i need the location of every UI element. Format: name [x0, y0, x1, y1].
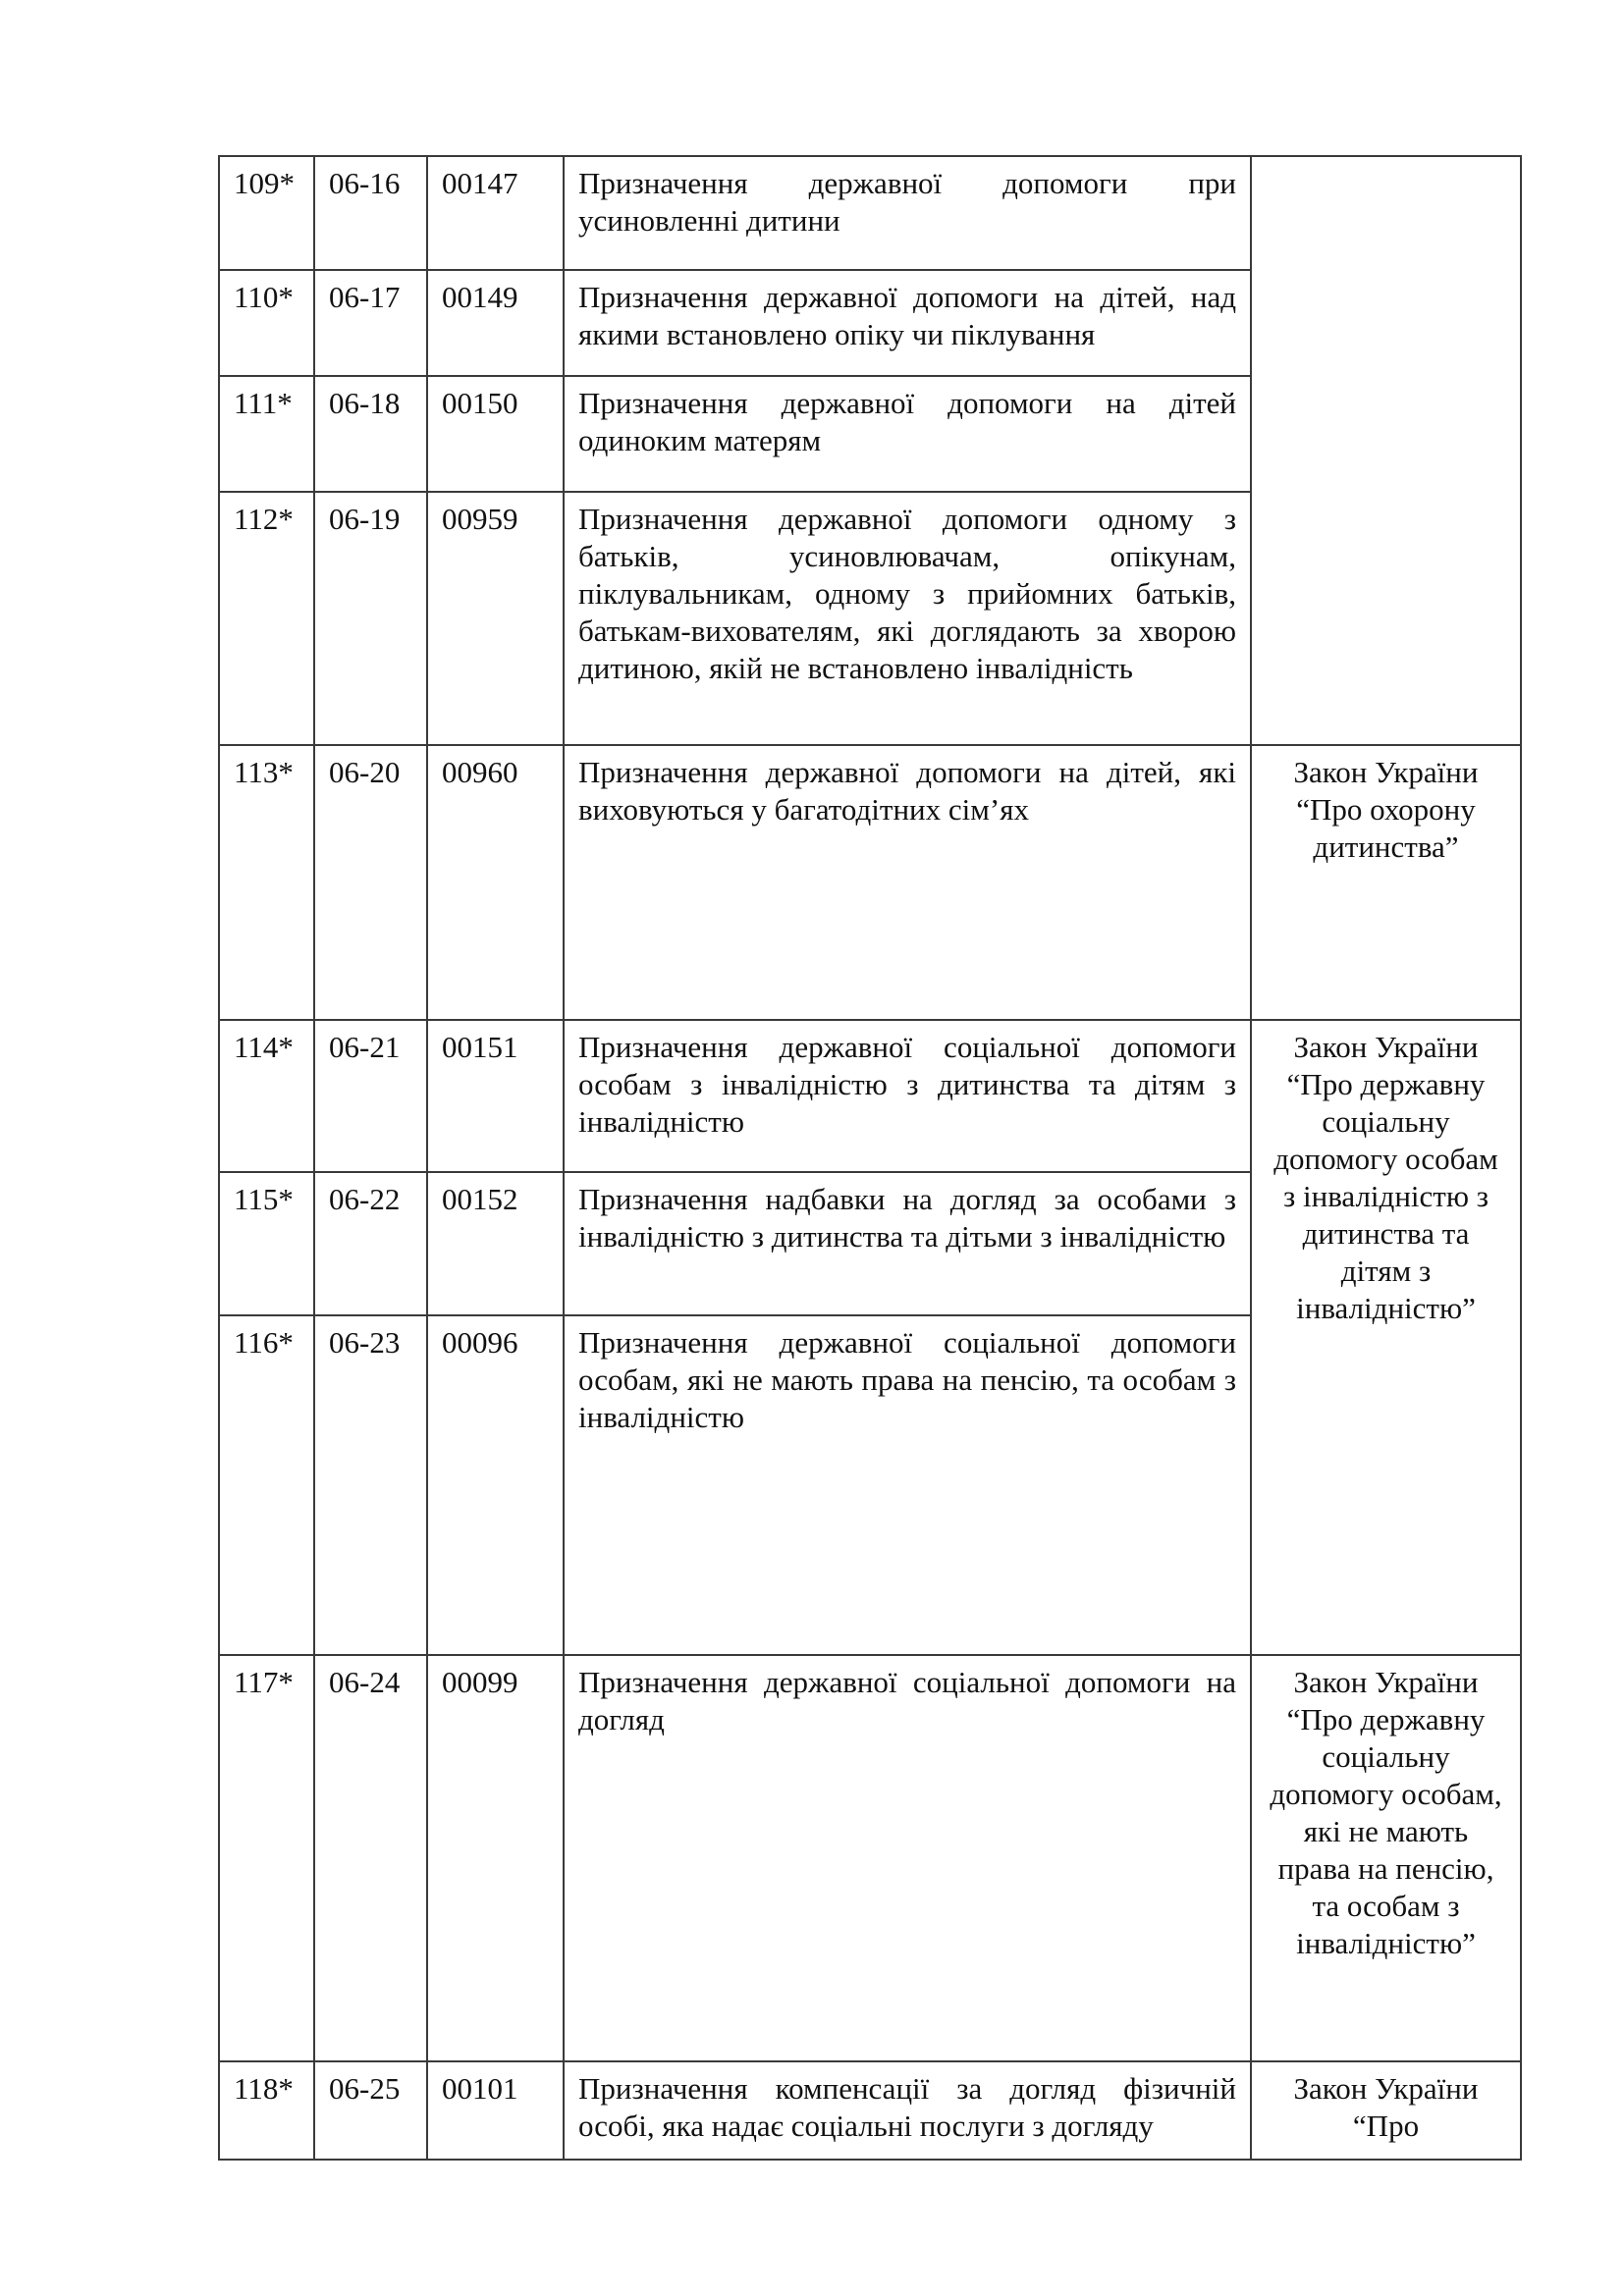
row-code: 06-23 [314, 1315, 427, 1655]
row-id: 00960 [427, 745, 564, 1020]
row-id: 00101 [427, 2061, 564, 2160]
row-number: 118* [219, 2061, 314, 2160]
row-code: 06-18 [314, 376, 427, 492]
row-description: Призначення державної допомоги на дітей одиноким матерям [564, 376, 1251, 492]
row-law: Закон України “Про державну соціальну допомогу особам, які не мають права на пенсію, та особам з інвалідністю” [1251, 1655, 1521, 2061]
row-number: 115* [219, 1172, 314, 1315]
table-row [219, 156, 1521, 270]
row-number: 112* [219, 492, 314, 745]
row-code: 06-24 [314, 1655, 427, 2061]
row-description: Призначення державної допомоги одному з батьків, усиновлювачам, опікунам, піклувальникам, одному з прийомних батьків, батькам-вихователям, які доглядають за хворою дитиною, якій не встановлено інвалідність [564, 492, 1251, 745]
table-row [219, 1655, 1521, 2061]
table-row [219, 1020, 1521, 1172]
table-row [219, 745, 1521, 1020]
row-description: Призначення державної допомоги при усиновленні дитини [564, 156, 1251, 270]
row-number: 117* [219, 1655, 314, 2061]
row-id: 00152 [427, 1172, 564, 1315]
row-law: Закон України “Про [1251, 2061, 1521, 2160]
row-code: 06-16 [314, 156, 427, 270]
row-number: 110* [219, 270, 314, 376]
row-id: 00151 [427, 1020, 564, 1172]
table-row [219, 2061, 1521, 2160]
row-code: 06-21 [314, 1020, 427, 1172]
row-law: Закон України “Про охорону дитинства” [1251, 745, 1521, 1020]
row-description: Призначення надбавки на догляд за особами з інвалідністю з дитинства та дітьми з інвалідністю [564, 1172, 1251, 1315]
services-table [218, 155, 1522, 2161]
row-id: 00150 [427, 376, 564, 492]
row-law-empty [1251, 156, 1521, 745]
row-id: 00096 [427, 1315, 564, 1655]
row-id: 00959 [427, 492, 564, 745]
row-description: Призначення державної допомоги на дітей, над якими встановлено опіку чи піклування [564, 270, 1251, 376]
row-description: Призначення державної соціальної допомоги особам, які не мають права на пенсію, та особам з інвалідністю [564, 1315, 1251, 1655]
row-description: Призначення компенсації за догляд фізичній особі, яка надає соціальні послуги з догляду [564, 2061, 1251, 2160]
row-code: 06-22 [314, 1172, 427, 1315]
row-number: 114* [219, 1020, 314, 1172]
row-id: 00099 [427, 1655, 564, 2061]
row-law: Закон України “Про державну соціальну допомогу особам з інвалідністю з дитинства та дітям з інвалідністю” [1251, 1020, 1521, 1655]
row-code: 06-17 [314, 270, 427, 376]
row-code: 06-20 [314, 745, 427, 1020]
row-description: Призначення державної допомоги на дітей, які виховуються у багатодітних сім’ях [564, 745, 1251, 1020]
row-id: 00147 [427, 156, 564, 270]
row-code: 06-19 [314, 492, 427, 745]
row-description: Призначення державної соціальної допомоги на догляд [564, 1655, 1251, 2061]
row-number: 111* [219, 376, 314, 492]
row-code: 06-25 [314, 2061, 427, 2160]
row-description: Призначення державної соціальної допомоги особам з інвалідністю з дитинства та дітям з інвалідністю [564, 1020, 1251, 1172]
row-number: 116* [219, 1315, 314, 1655]
row-number: 113* [219, 745, 314, 1020]
row-id: 00149 [427, 270, 564, 376]
row-number: 109* [219, 156, 314, 270]
